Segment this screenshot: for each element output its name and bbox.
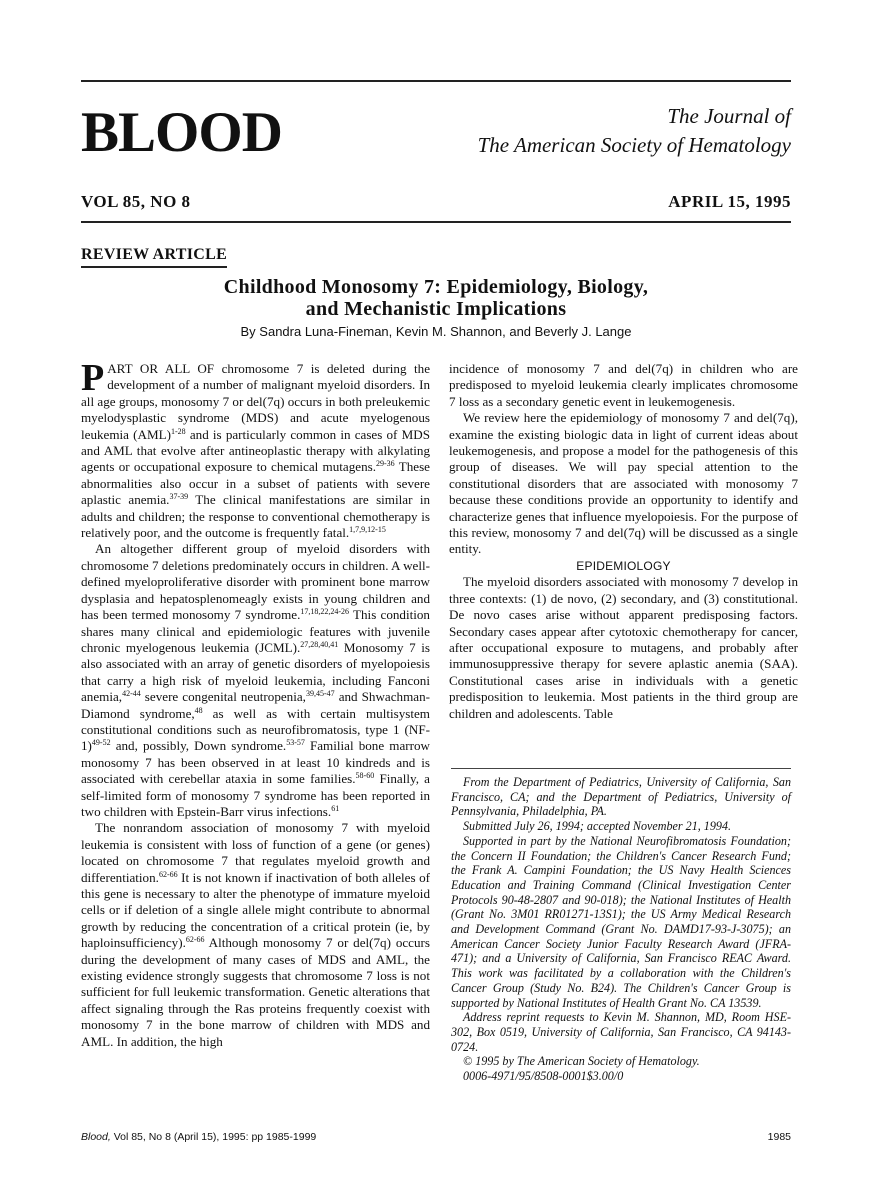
citation-ref: 39,45-47 xyxy=(305,689,335,699)
citation-ref: 48 xyxy=(194,705,203,715)
top-rule xyxy=(81,80,791,82)
journal-subtitle-line1: The Journal of xyxy=(667,104,791,128)
issue-date: APRIL 15, 1995 xyxy=(668,192,791,211)
masthead-bottom-rule xyxy=(81,221,791,223)
article-type-label: REVIEW ARTICLE xyxy=(81,246,227,268)
article-title xyxy=(81,276,791,320)
body-column-right xyxy=(449,361,798,722)
paragraph-intro: PART OR ALL OF chromosome 7 is deleted during the development of a number of malignant myeloid disorders. In all age groups, monosomy 7 or del(7q) occurs in both preleukemic myelodysplastic syndrome (MDS) and acute myelogenous leukemia (AML)$^{1-28}$ and is particularly common in cases of MDS and AML that evolve after antineoplastic therapy with alkylating agents or occupational exposure to chemical mutagens.$^{29-36}$ These abnormalities also occur in a subset of patients with severe aplastic anemia.$^{37-39}$ The clinical manifestations are similar in adults and children; the response to conventional chemotherapy is relatively poor, and the outcome is frequently fatal.$^{1,7,9,12-15}$ xyxy=(81,357,431,541)
citation-ref: 61 xyxy=(331,803,340,813)
paragraph-review-scope: We review here the epidemiology of monosomy 7 and del(7q), examine the existing biologic data in light of current ideas about leukemogenesis, and propose a model for the pathogenesis of this group of diseases. We will pay special attention to the constitutional disorders that are associated with monosomy 7 because these conditions provide an opportunity to identify and characterize genes that influence myelopoiesis. For the purpose of this review, monosomy 7 and del(7q) will be discussed as a single entity. xyxy=(449,410,798,557)
citation-ref: 27,28,40,41 xyxy=(300,639,339,649)
footnote-submitted: Submitted July 26, 1994; accepted November 21, 1994. xyxy=(463,819,732,834)
citation-ref: 42-44 xyxy=(122,689,141,699)
paragraph-nonrandom-association: The nonrandom association of monosomy 7 with myeloid leukemia is consistent with loss of function of a gene (or genes) located on chromosome 7 that regulates myeloid growth and differentiation.$^{62-66}$ It is not known if inactivation of both alleles of this gene is necessary to alter the phenotype of immature myeloid cells or if deletion of a single allele might contribute to abnormal growth by reducing the concentration of a critical protein (ie, by haploinsufficiency).$^{62-66}$ Although monosomy 7 or del(7q) occurs during the development of many cases of MDS and AML, the existing evidence strongly suggests that chromosome 7 loss is not sufficient for full leukemic transformation. Genetic alterations that affect signaling through the Ras proteins frequently coexist with monosomy 7 in the bone marrow of children with MDS and AML. In addition, the high xyxy=(81,820,430,1049)
citation-ref: 17,18,22,24-26 xyxy=(300,607,350,617)
citation-ref: 62-66 xyxy=(158,869,178,879)
citation-ref: 58-60 xyxy=(355,771,375,781)
journal-name: BLOOD xyxy=(81,101,282,164)
footnote-copyright: © 1995 by The American Society of Hematology. xyxy=(463,1054,700,1069)
citation-ref: 1,7,9,12-15 xyxy=(349,525,386,535)
body-column-left xyxy=(81,357,431,1050)
citation-ref: 37-39 xyxy=(169,492,189,502)
footnote-code: 0006-4971/95/8508-0001$3.00/0 xyxy=(463,1069,624,1084)
page-footer-citation: Blood, Vol 85, No 8 (April 15), 1995: pp 1985-1999 xyxy=(81,1131,317,1143)
article-title-line1: Childhood Monosomy 7: Epidemiology, Biology, xyxy=(223,276,649,298)
article-authors: By Sandra Luna-Fineman, Kevin M. Shannon, and Beverly J. Lange xyxy=(240,324,632,339)
paragraph-childhood-disorders: An altogether different group of myeloid disorders with chromosome 7 deletions predominately occurs in children. A well-defined myeloproliferative disorder with prominent bone marrow dysplasia and hepatosplenomeagly exists in young children and has been termed monosomy 7 syndrome.$^{17,18,22,24-26}$ This condition shares many clinical and epidemiologic features with juvenile chronic myelogenous leukemia (JCML).$^{27,28,40,41}$ Monosomy 7 is also associated with an array of genetic disorders of myelopoiesis that carry a high risk of myeloid leukemia, including Fanconi anemia,$^{42-44}$ severe congenital neutropenia,$^{39,45-47}$ and Shwachman-Diamond syndrome,$^{48}$ as well as with certain multisystem constitutional conditions such as neurofibromatosis, type 1 $(NF-1)^{49-52}$ and, possibly, Down syndrome.$^{53-57}$ Familial bone marrow monosomy 7 has been observed in at least 10 kindreds and is associated with cerebellar ataxia in some families.$^{58-60}$ Finally, a self-limited form of monosomy 7 syndrome has been reported in two children with Epstein-Barr virus infections.$^{61}$ xyxy=(81,541,431,819)
paragraph-continuation: incidence of monosomy 7 and del(7q) in children who are predisposed to myeloid leukemia clearly implicates chromosome 7 loss as a secondary genetic event in leukemogenesis. xyxy=(449,361,798,409)
volume-issue: VOL 85, NO 8 xyxy=(81,192,191,211)
footnote-reprint: Address reprint requests to Kevin M. Shannon, MD, Room HSE-302, Box 0519, University of California, San Francisco, CA 94143-0724. xyxy=(451,1010,791,1054)
paragraph-epidemiology: The myeloid disorders associated with monosomy 7 develop in three contexts: (1) de novo, (2) secondary, and (3) constitutional. De novo cases arise without apparent predisposing factors. Secondary cases appear after cytotoxic chemotherapy for cancer, after occupational exposure to mutagens, and probably after immunosuppressive therapy for severe aplastic anemia (SAA). Constitutional cases arise in individuals with a genetic predisposition to leukemia. Most patients in the third group are children and adolescents. Table xyxy=(449,574,798,721)
citation-ref: 29-36 xyxy=(376,459,395,469)
citation-ref: 1-28 xyxy=(170,426,186,436)
section-heading-epidemiology: EPIDEMIOLOGY xyxy=(576,558,671,573)
article-footnotes xyxy=(451,775,791,1084)
journal-subtitle-line2: The American Society of Hematology xyxy=(477,133,791,157)
drop-cap: P xyxy=(81,357,105,399)
page-number: 1985 xyxy=(767,1131,791,1143)
citation-ref: 53-57 xyxy=(286,738,305,748)
footnote-support: Supported in part by the National Neurofibromatosis Foundation; the Concern II Foundation; the Children's Cancer Research Fund; the Frank A. Campini Foundation; the US Navy Health Sciences Education and Training Command (Clinical Investigation Center Protocols 90-48-2807 and 90-018); the National Institutes of Health (Grant No. 3M01 RR01271-13S1); the US Army Medical Research and Development Command (Grant No. DAMD17-93-J-3075); an American Cancer Society Junior Faculty Research Award (JFRA-471); and a University of California, San Francisco REAC Award. This work was facilitated by a collaboration with the Children's Cancer Group (Study No. B24). The Children's Cancer Group is supported by National Institutes of Health Grant No. CA 13539. xyxy=(451,833,791,1010)
article-title-line2: and Mechanistic Implications xyxy=(305,298,567,320)
citation-ref: 49-52 xyxy=(91,738,111,748)
citation-ref: 62-66 xyxy=(185,935,205,945)
footnote-affiliation: From the Department of Pediatrics, University of California, San Francisco, CA; and the Department of Pediatrics, University of Pennsylvania, Philadelphia, PA. xyxy=(451,775,791,819)
footnote-rule xyxy=(451,768,791,769)
